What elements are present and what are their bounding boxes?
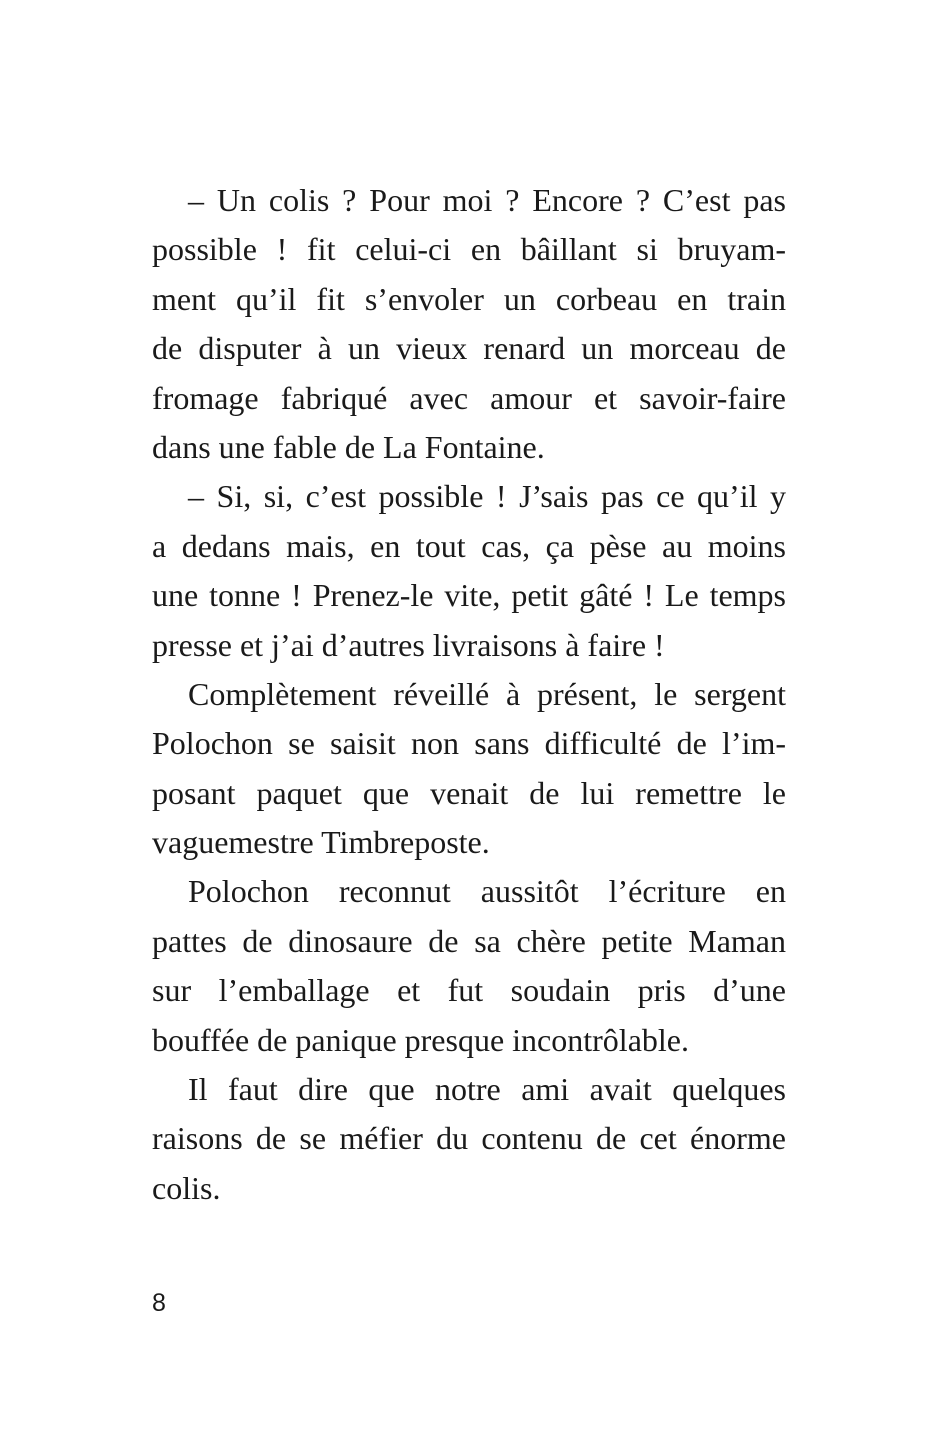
text-line: fromage fabriqué avec amour et savoir-faire <box>152 379 786 416</box>
paragraph <box>152 867 786 1065</box>
text-line: de disputer à un vieux renard un morceau de <box>152 330 786 367</box>
text-line: bouffée de panique presque incontrôlable. <box>152 1021 689 1058</box>
text-line: raisons de se méfier du contenu de cet énorme <box>152 1120 786 1157</box>
text-line: Complètement réveillé à présent, le sergent <box>188 675 786 712</box>
text-line: vaguemestre Timbreposte. <box>152 824 490 861</box>
text-line: Polochon se saisit non sans difficulté de l’im- <box>152 725 786 762</box>
paragraph <box>152 670 786 868</box>
text-line: – Si, si, c’est possible ! J’sais pas ce qu’il y <box>188 478 786 515</box>
text-line: presse et j’ai d’autres livraisons à faire ! <box>152 626 665 663</box>
paragraph <box>152 1065 786 1213</box>
text-line: posant paquet que venait de lui remettre le <box>152 774 786 811</box>
text-line: Polochon reconnut aussitôt l’écriture en <box>188 873 786 910</box>
text-line: ment qu’il fit s’envoler un corbeau en train <box>152 280 786 317</box>
paragraph <box>152 472 786 670</box>
text-line: dans une fable de La Fontaine. <box>152 428 545 465</box>
text-line: Il faut dire que notre ami avait quelques <box>188 1071 786 1108</box>
page-number: 8 <box>152 1289 166 1317</box>
text-line: a dedans mais, en tout cas, ça pèse au moins <box>152 527 786 564</box>
text-line: sur l’emballage et fut soudain pris d’une <box>152 972 786 1009</box>
paragraph <box>152 176 786 472</box>
body-text <box>152 176 786 1213</box>
text-line: colis. <box>152 1169 221 1206</box>
text-line: une tonne ! Prenez-le vite, petit gâté ! Le temps <box>152 577 786 614</box>
text-line: possible ! fit celui-ci en bâillant si bruyam- <box>152 231 786 268</box>
text-line: pattes de dinosaure de sa chère petite Maman <box>152 922 786 959</box>
text-line: – Un colis ? Pour moi ? Encore ? C’est pas <box>188 182 786 218</box>
